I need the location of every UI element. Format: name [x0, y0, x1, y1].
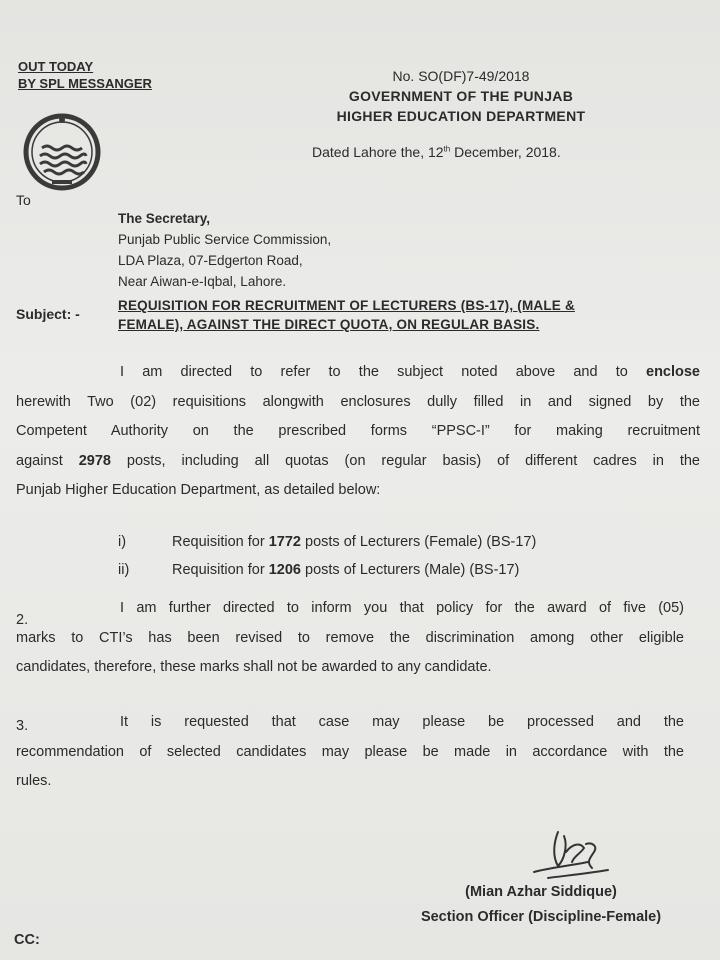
department-name: HIGHER EDUCATION DEPARTMENT — [336, 108, 586, 124]
paragraph-line: candidates, therefore, these marks shall not be awarded to any candidate. — [16, 659, 492, 675]
requisition-item — [118, 562, 638, 586]
paragraph-line: Punjab Higher Education Department, as detailed below: — [16, 482, 381, 498]
paragraph-1 — [16, 358, 700, 506]
paragraph-line: marks to CTI’s has been revised to remove the discrimination among other eligible — [16, 629, 684, 646]
paragraph-line: It is requested that case may please be processed and the — [120, 714, 684, 730]
requisition-number: ii) — [118, 562, 130, 578]
paragraph-line: herewith Two (02) requisitions alongwith enclosures dully filled in and signed by the — [16, 393, 700, 410]
recipient-line: Near Aiwan-e-Iqbal, Lahore. — [118, 274, 287, 289]
cc-label: CC: — [14, 932, 40, 948]
government-name: GOVERNMENT OF THE PUNJAB — [348, 88, 574, 104]
paragraph-line: I am directed to refer to the subject noted above and to enclose — [120, 364, 700, 380]
paragraph-number: 2. — [16, 612, 29, 628]
recipient-line: Punjab Public Service Commission, — [118, 232, 332, 247]
subject-text: REQUISITION FOR RECRUITMENT OF LECTURERS (BS-17), (MALE & FEMALE), AGAINST THE DIRECT QUOTA, ON REGULAR BASIS. — [118, 298, 575, 332]
paragraph-2 — [16, 594, 684, 683]
paragraph-line: recommendation of selected candidates may please be made in accordance with the — [16, 743, 684, 760]
requisition-text: Requisition for 1206 posts of Lecturers (Male) (BS-17) — [172, 562, 520, 578]
signatory-title: Section Officer (Discipline-Female) — [420, 909, 662, 925]
requisition-item — [118, 534, 638, 558]
handwritten-signature — [528, 822, 618, 886]
recipient-title: The Secretary, — [118, 211, 211, 226]
out-today-label: OUT TODAY — [18, 59, 94, 74]
paragraph-line: against 2978 posts, including all quotas (on regular basis) of different cadres in the — [16, 452, 700, 469]
punjab-govt-emblem-icon — [20, 108, 104, 192]
dispatch-note — [18, 58, 152, 92]
requisition-text: Requisition for 1772 posts of Lecturers (Female) (BS-17) — [172, 534, 537, 550]
paragraph-number: 3. — [16, 718, 29, 734]
requisition-number: i) — [118, 534, 127, 550]
signatory-block — [388, 880, 694, 930]
reference-number: No. SO(DF)7-49/2018 — [392, 68, 530, 84]
messenger-label: BY SPL MESSANGER — [18, 76, 152, 91]
signatory-name: (Mian Azhar Siddique) — [465, 884, 617, 900]
recipient-address — [118, 208, 331, 292]
paragraph-line: Competent Authority on the prescribed forms “PPSC-I” for making recruitment — [16, 423, 700, 439]
letter-date: Dated Lahore the, 12th December, 2018. — [312, 144, 561, 160]
paragraph-line: I am further directed to inform you that policy for the award of five (05) — [120, 600, 684, 616]
subject-label: Subject: - — [16, 306, 80, 322]
letterhead — [306, 66, 616, 126]
to-label: To — [16, 192, 31, 208]
paragraph-3 — [16, 708, 684, 797]
recipient-line: LDA Plaza, 07-Edgerton Road, — [118, 253, 303, 268]
paragraph-line: rules. — [16, 773, 52, 789]
